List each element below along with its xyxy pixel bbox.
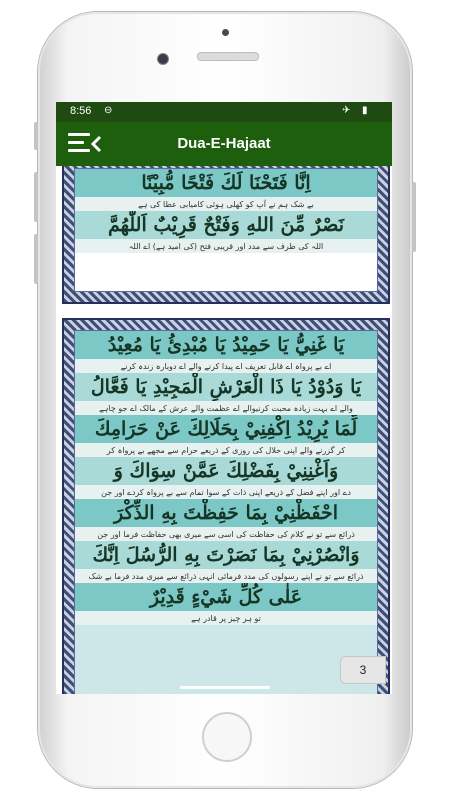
arabic-line: لِّمَا يُرِيْدُ اِكْفِنِيْ بِحَلَالِكَ عَنْ حَرَامِكَ [75,415,377,443]
page-number-badge: 3 [340,656,386,684]
volume-up-button [34,172,38,222]
home-button[interactable] [202,712,252,762]
earpiece-speaker [197,52,259,61]
airplane-icon: ✈ [342,105,351,116]
translation-line: ذرائع سے تو نے کلام کی حفاظت کی اسی سے میری بھی حفاظت فرما اور جن [75,527,377,541]
status-time: 8:56 [70,105,92,117]
screen [56,102,392,694]
volume-down-button [34,234,38,284]
app-bar [56,122,392,166]
arabic-line: وَاَغْنِنِيْ بِفَضْلِكَ عَمَّنْ سِوَاكَ وَ [75,457,377,485]
translation-line: اے بے پرواہ اے قابل تعریف اے پیدا کرنے والے اے دوبارہ زندہ کرنے [75,359,377,373]
dua-page-panel-1 [62,166,390,304]
translation-line: والے اے بہت زیادہ محبت کرنیوالے اے عظمت والے عرش کے مالک اے جو چاہے [75,401,377,415]
arabic-line: اِنَّا فَتَحْنَا لَكَ فَتْحًا مُّبِيْنًا [75,169,377,197]
arabic-line: عَلٰى كُلِّ شَيْءٍ قَدِيْرٌ [75,583,377,611]
translation-line: اللہ کی طرف سے مدد اور قریبی فتح (کی امید ہے) اے اللہ [75,239,377,253]
home-indicator[interactable] [180,686,270,689]
dua-page-panel-2 [62,318,390,694]
translation-line: بے شک ہم نے آپ کو کھلی ہوئی کامیابی عطا کی ہے [75,197,377,211]
arabic-line: احْفَظْنِيْ بِمَا حَفِظْتَ بِهِ الذِّكْرَ [75,499,377,527]
sync-icon: ⊖ [104,105,113,116]
translation-line: تو ہر چیز پر قادر ہے [75,611,377,625]
battery-icon: ▮ [362,105,368,116]
front-camera [157,53,169,65]
status-bar [56,102,392,122]
mute-switch [34,122,38,150]
dua-scroll-view[interactable] [56,166,392,694]
arabic-line: يَا وَدُوْدُ يَا ذَا الْعَرْشِ الْمَجِيْدِ يَا فَعَّالُ [75,373,377,401]
arabic-line: نَصْرٌ مِّنَ اللهِ وَفَتْحٌ قَرِيْبٌ اَللّٰهُمَّ [75,211,377,239]
arabic-line: وَانْصُرْنِيْ بِمَا نَصَرْتَ بِهِ الرُّسُلَ اِنَّكَ [75,541,377,569]
blank-area [75,253,377,291]
page-title: Dua-E-Hajaat [177,135,271,152]
arabic-line: يَا غَنِيُّ يَا حَمِيْدُ يَا مُبْدِئُ يَا مُعِيْدُ [75,331,377,359]
translation-line: دے اور اپنے فضل کے ذریعے اپنی ذات کے سوا تمام سے بے پرواہ کردے اور جن [75,485,377,499]
translation-line: ذرائع سے تو نے اپنے رسولوں کی مدد فرمائی انہی ذرائع سے میری مدد فرما بے شک [75,569,377,583]
translation-line: کر گزرنے والے اپنی حلال کی روزی کے ذریعے حرام سے مجھے بے پرواہ کر [75,443,377,457]
proximity-sensor [222,29,229,36]
power-button [412,182,416,252]
